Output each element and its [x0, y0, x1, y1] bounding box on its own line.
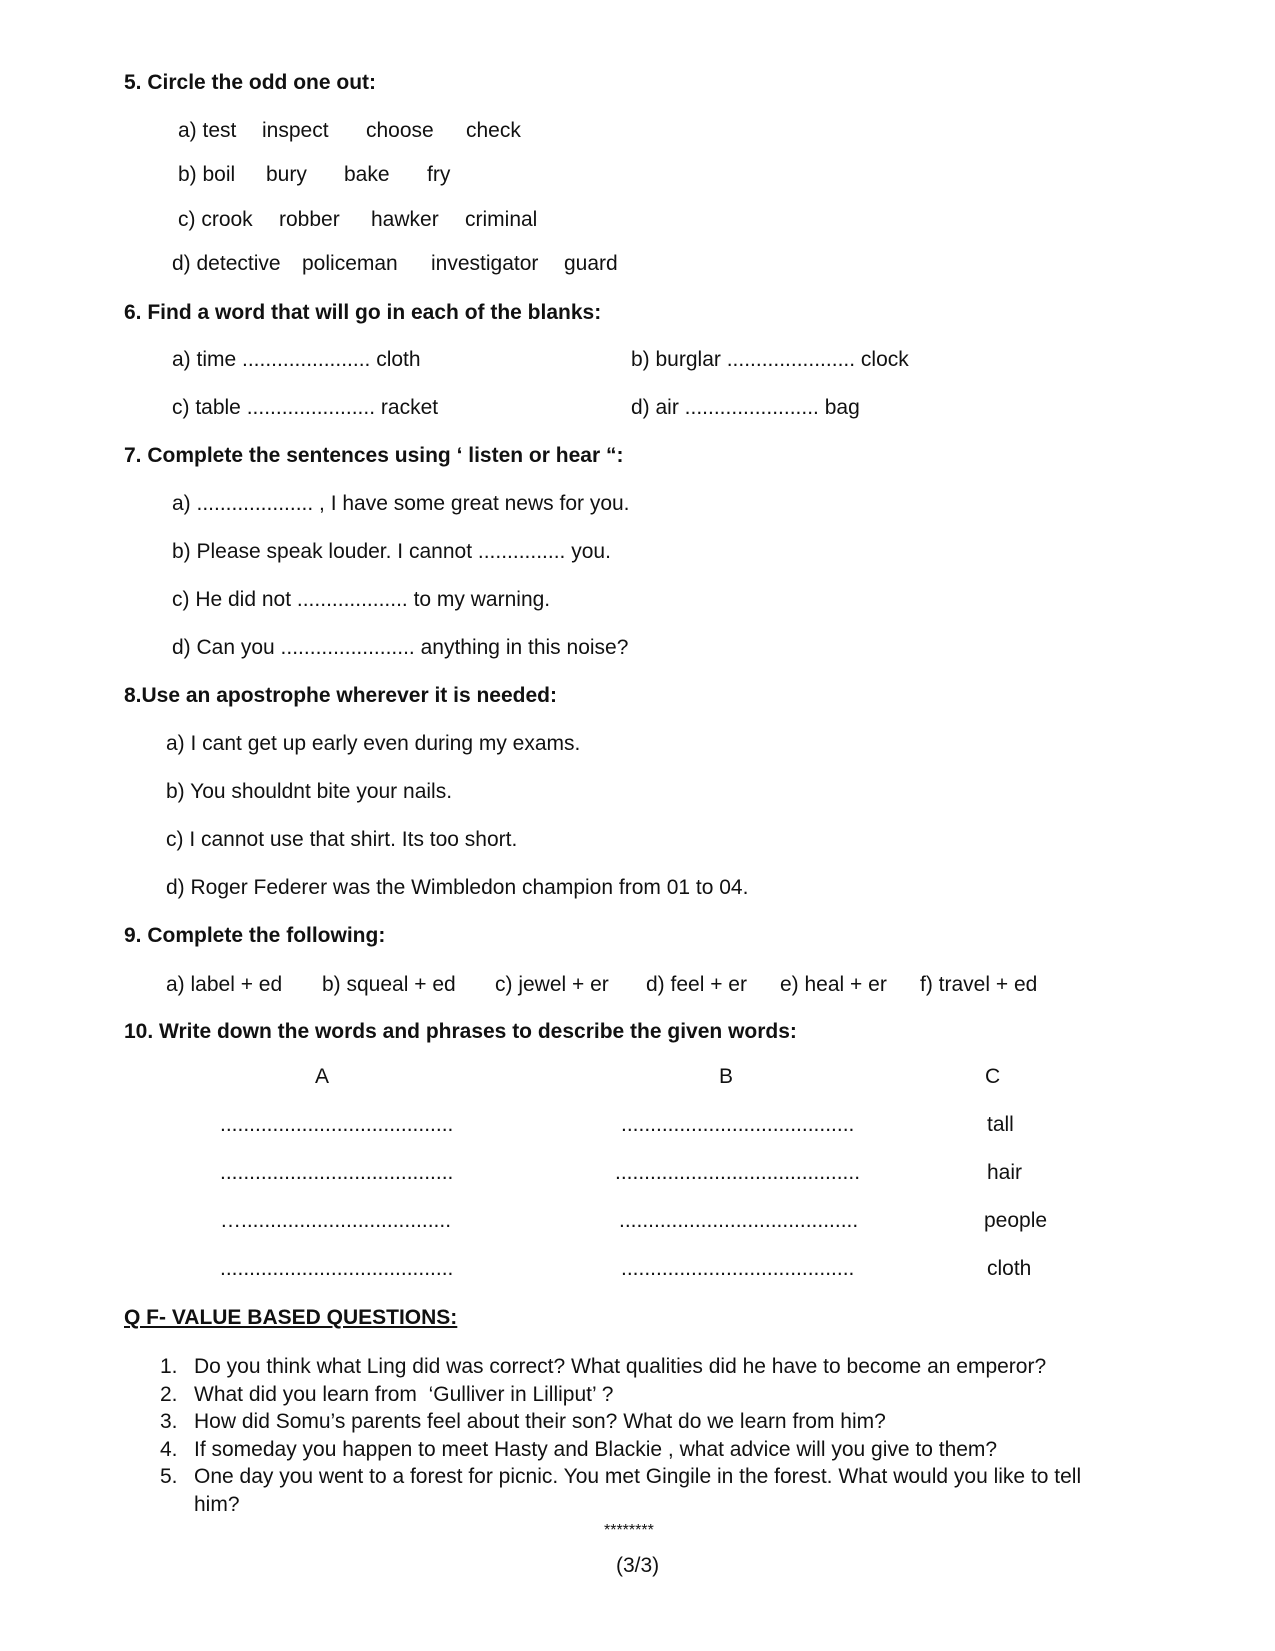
q10-col-header-b: B [719, 1065, 734, 1088]
q5-row-b-word-3: fry [427, 163, 451, 186]
q8-item-d: d) Roger Federer was the Wimbledon champion from 01 to 04. [166, 876, 749, 899]
q5-row-c-word-2: hawker [371, 208, 439, 231]
q8-heading: 8.Use an apostrophe wherever it is needed: [124, 684, 557, 707]
q10-row-4-blank-a: ........................................ [220, 1257, 454, 1280]
q10-row-3-blank-b: ......................................... [619, 1209, 859, 1232]
q9-item-b: b) squeal + ed [322, 973, 456, 996]
q7-item-c: c) He did not ................... to my warning. [172, 588, 551, 611]
qf-question-1-text: Do you think what Ling did was correct? What qualities did he have to become an emperor? [194, 1355, 1047, 1378]
q5-row-a-word-3: check [466, 119, 521, 142]
q10-row-2-blank-b: .......................................... [615, 1161, 861, 1184]
q5-row-b-word-2: bake [344, 163, 390, 186]
q7-item-d: d) Can you ....................... anything in this noise? [172, 636, 629, 659]
q10-row-2-word: hair [987, 1161, 1023, 1184]
q10-row-4-blank-b: ........................................ [621, 1257, 855, 1280]
q10-heading: 10. Write down the words and phrases to describe the given words: [124, 1020, 797, 1043]
qf-question-4 [160, 1436, 1120, 1464]
q5-heading: 5. Circle the odd one out: [124, 71, 377, 94]
q9-item-a: a) label + ed [166, 973, 283, 996]
q8-item-c: c) I cannot use that shirt. Its too short. [166, 828, 518, 851]
q9-item-d: d) feel + er [646, 973, 747, 996]
q6-item-d: d) air ....................... bag [631, 396, 860, 419]
qf-question-2 [160, 1381, 1120, 1409]
qf-question-3-number: 3. [160, 1410, 178, 1433]
q10-row-1-word: tall [987, 1113, 1014, 1136]
q7-item-a: a) .................... , I have some great news for you. [172, 492, 630, 515]
qf-question-4-number: 4. [160, 1437, 178, 1461]
q6-item-c: c) table ...................... racket [172, 396, 439, 419]
q10-row-4-word: cloth [987, 1257, 1032, 1280]
end-stars: ******** [604, 1522, 654, 1539]
q6-heading: 6. Find a word that will go in each of the blanks: [124, 301, 602, 324]
q5-row-b-label: b) boil [178, 163, 236, 186]
qf-question-3 [160, 1408, 1120, 1436]
q6-item-a: a) time ...................... cloth [172, 348, 421, 371]
q6-item-b: b) burglar ...................... clock [631, 348, 909, 371]
q5-row-a-word-1: inspect [262, 119, 329, 142]
qf-question-5-text: One day you went to a forest for picnic. You met Gingile in the forest. What would you like to tell him? [194, 1465, 1082, 1516]
page-number: (3/3) [616, 1554, 660, 1577]
qf-heading: Q F- VALUE BASED QUESTIONS: [124, 1306, 458, 1329]
qf-question-5 [160, 1463, 1120, 1518]
q5-row-d-label: d) detective [172, 252, 281, 275]
q10-row-1-blank-a: ........................................ [220, 1113, 454, 1136]
q9-item-c: c) jewel + er [495, 973, 609, 996]
q5-row-c-word-3: criminal [465, 208, 538, 231]
qf-question-3-text: How did Somu’s parents feel about their son? What do we learn from him? [194, 1410, 886, 1433]
qf-question-5-number: 5. [160, 1465, 178, 1488]
q10-col-header-c: C [985, 1065, 1001, 1088]
q10-col-header-a: A [315, 1065, 330, 1088]
q5-row-d-word-1: policeman [302, 252, 398, 275]
qf-question-4-text: If someday you happen to meet Hasty and Blackie , what advice will you give to them? [194, 1437, 998, 1461]
q5-row-d-word-3: guard [564, 252, 618, 275]
qf-question-2-text: What did you learn from ‘Gulliver in Lilliput’ ? [194, 1382, 614, 1406]
q10-row-1-blank-b: ........................................ [621, 1113, 855, 1136]
q8-item-a: a) I cant get up early even during my exams. [166, 732, 581, 755]
q7-item-b: b) Please speak louder. I cannot ............... you. [172, 540, 611, 563]
qf-question-1 [160, 1353, 1120, 1381]
q10-row-2-blank-a: ........................................ [220, 1161, 454, 1184]
q5-row-a-word-2: choose [366, 119, 434, 142]
q10-row-3-blank-a: ….................................... [220, 1209, 452, 1232]
q5-row-d-word-2: investigator [431, 252, 539, 275]
q9-item-f: f) travel + ed [920, 973, 1038, 996]
q10-row-3-word: people [984, 1209, 1048, 1232]
qf-question-list [160, 1353, 1120, 1518]
q5-row-c-label: c) crook [178, 208, 253, 231]
qf-question-2-number: 2. [160, 1382, 178, 1406]
q5-row-a-label: a) test [178, 119, 237, 142]
q5-row-b-word-1: bury [266, 163, 307, 186]
q8-item-b: b) You shouldnt bite your nails. [166, 780, 453, 803]
qf-question-1-number: 1. [160, 1355, 178, 1378]
q9-heading: 9. Complete the following: [124, 924, 386, 947]
q5-row-c-word-1: robber [279, 208, 340, 231]
q9-item-e: e) heal + er [780, 973, 887, 996]
q7-heading: 7. Complete the sentences using ‘ listen or hear “: [124, 444, 624, 467]
